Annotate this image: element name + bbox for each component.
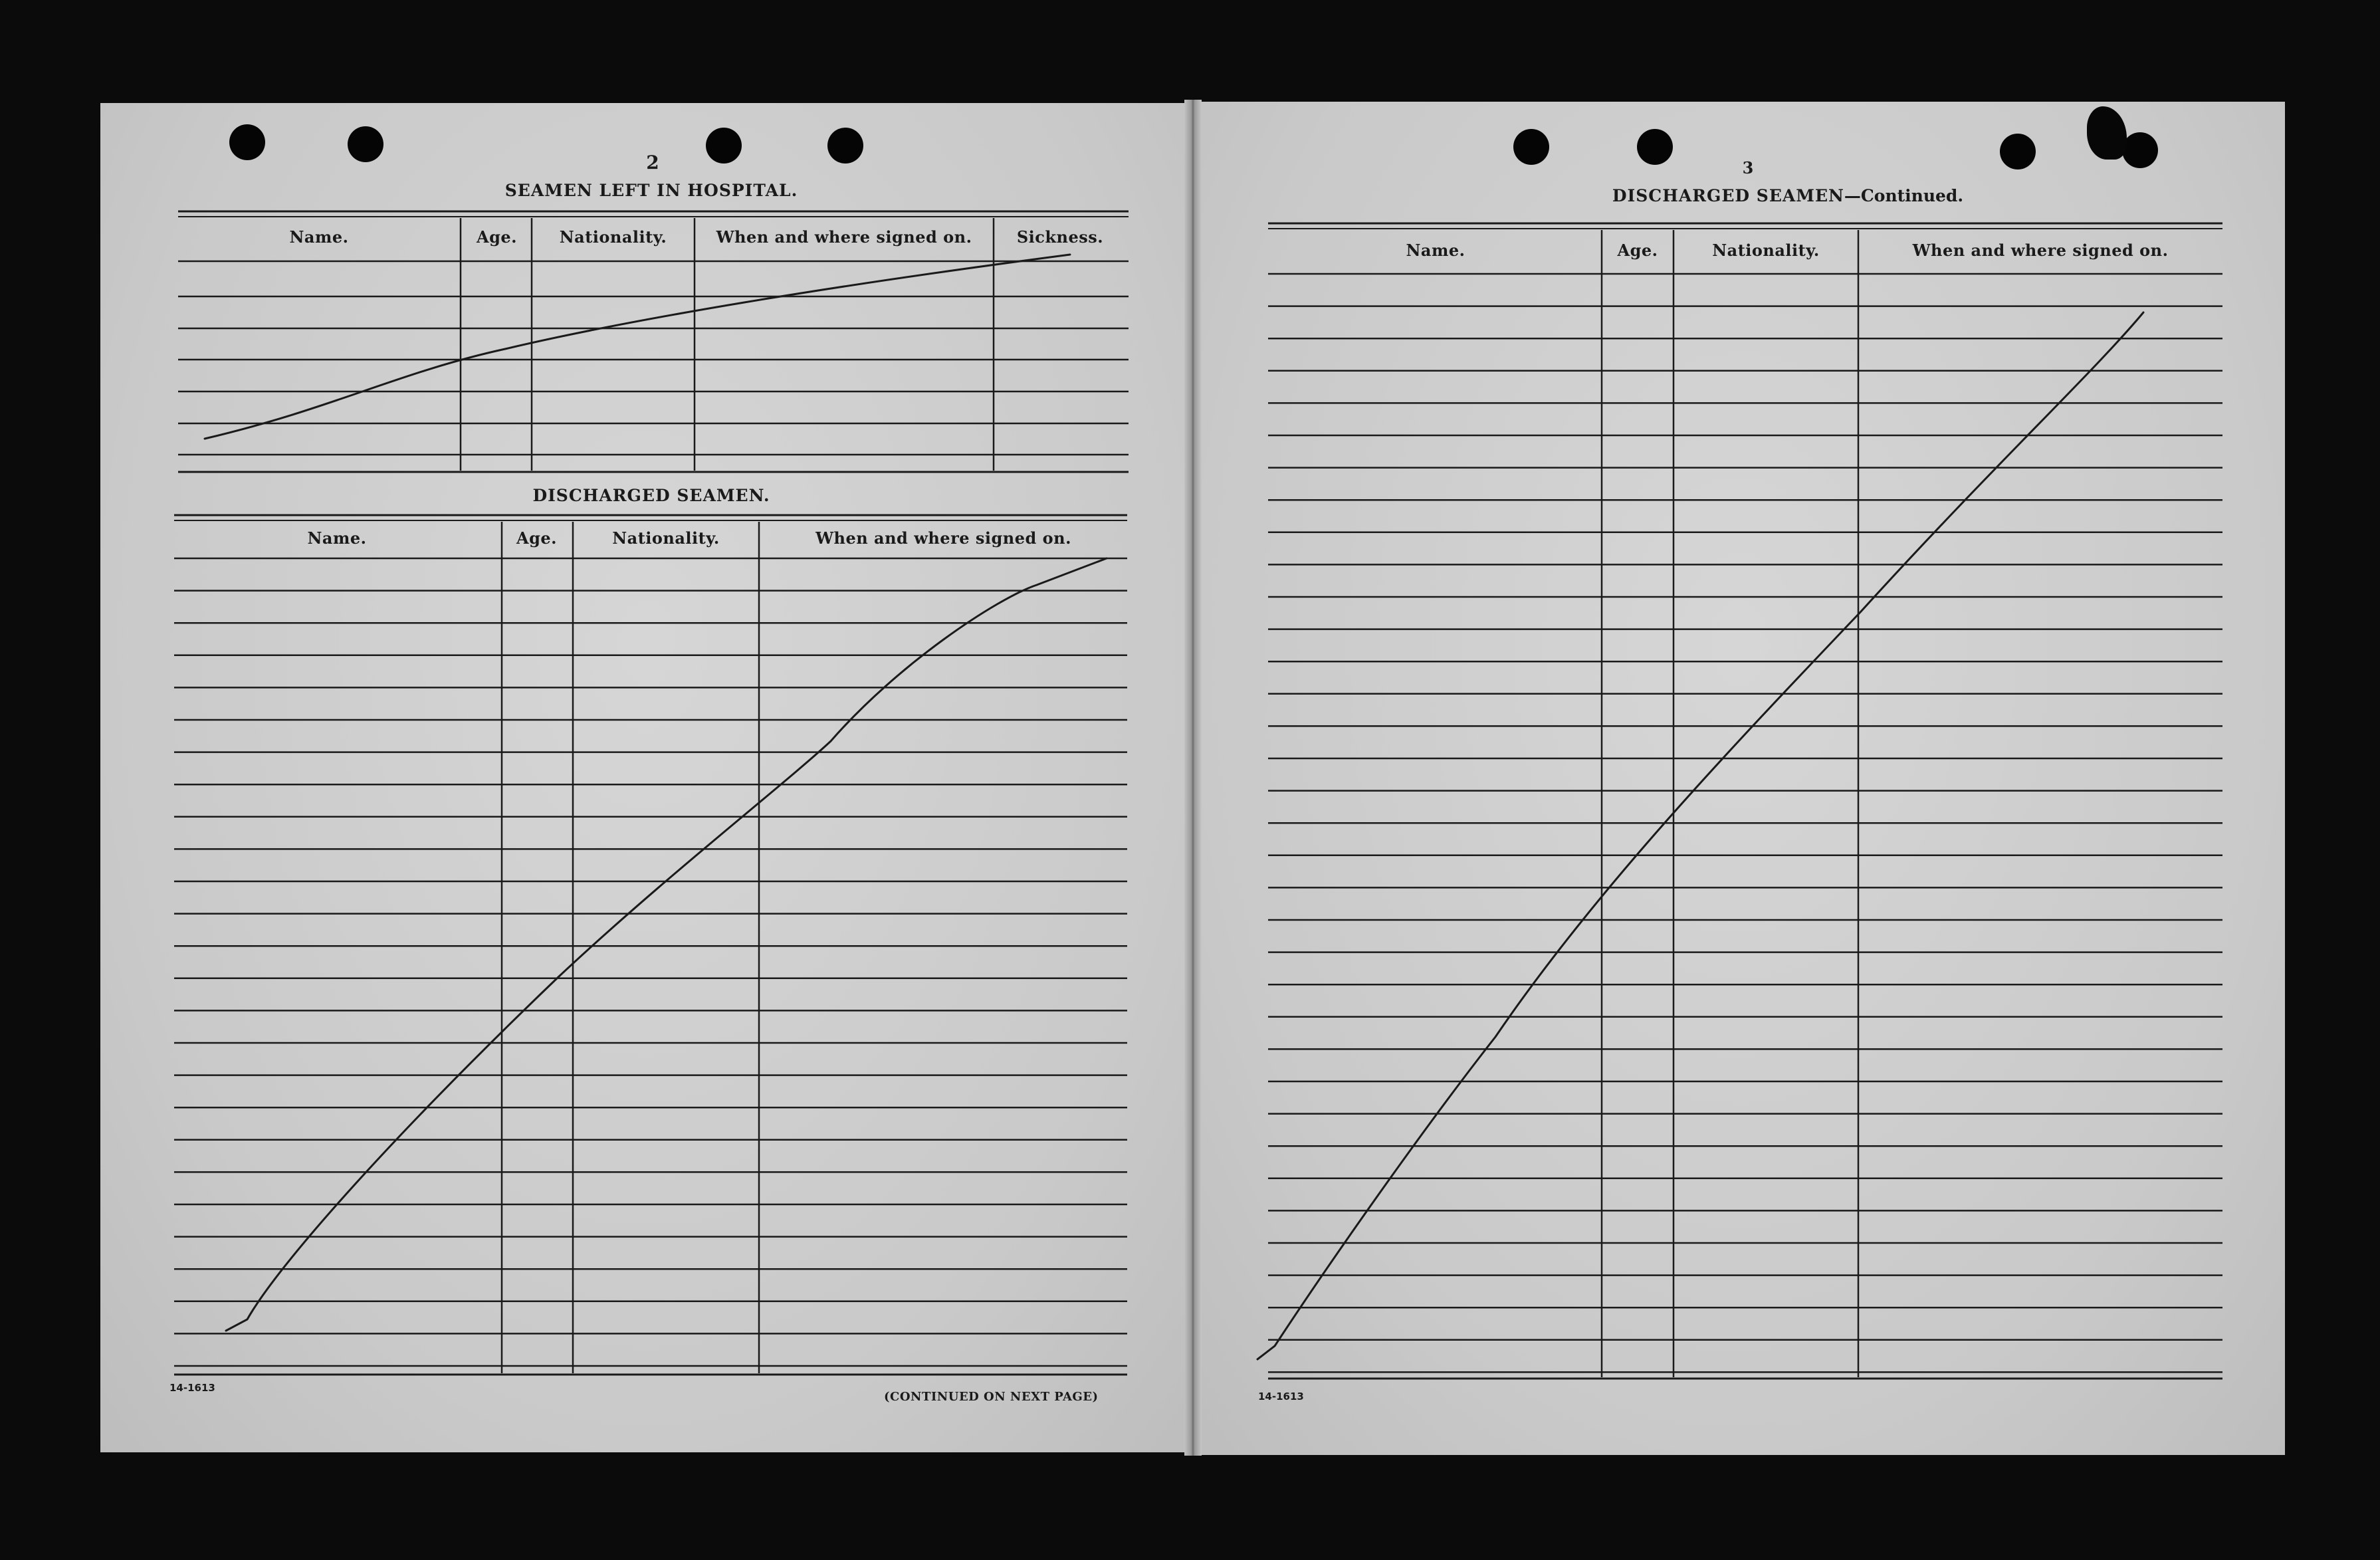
discharged-section-title: DISCHARGED SEAMEN. — [532, 486, 770, 505]
hospital-col-age: Age. — [476, 227, 518, 247]
continued-col-age: Age. — [1617, 241, 1658, 260]
hospital-col-nationality: Nationality. — [559, 227, 667, 247]
discharged-continued-title-main: DISCHARGED SEAMEN — [1612, 186, 1844, 205]
hospital-col-sickness: Sickness. — [1016, 227, 1104, 247]
continued-col-nationality: Nationality. — [1712, 241, 1820, 260]
discharged-col-signed-on: When and where signed on. — [815, 528, 1071, 548]
form-code-right: 14-1613 — [1258, 1391, 1304, 1402]
discharged-continued-title-suffix: —Continued. — [1844, 186, 1964, 205]
page-number-left: 2 — [646, 152, 659, 173]
hospital-col-signed-on: When and where signed on. — [716, 227, 972, 247]
discharged-col-nationality: Nationality. — [612, 528, 720, 548]
continued-col-name: Name. — [1406, 241, 1465, 260]
hospital-col-name: Name. — [289, 227, 349, 247]
continued-note: (CONTINUED ON NEXT PAGE) — [884, 1390, 1099, 1404]
page-number-right: 3 — [1742, 158, 1754, 177]
cancel-stroke-discharged — [226, 558, 1107, 1331]
discharged-col-name: Name. — [307, 528, 367, 548]
form-code-left: 14-1613 — [169, 1382, 215, 1394]
continued-col-signed-on: When and where signed on. — [1912, 241, 2169, 260]
discharged-col-age: Age. — [516, 528, 558, 548]
hospital-section-title: SEAMEN LEFT IN HOSPITAL. — [504, 181, 798, 200]
cancel-stroke-hospital — [205, 255, 1070, 439]
cancel-stroke-continued — [1257, 312, 2143, 1359]
